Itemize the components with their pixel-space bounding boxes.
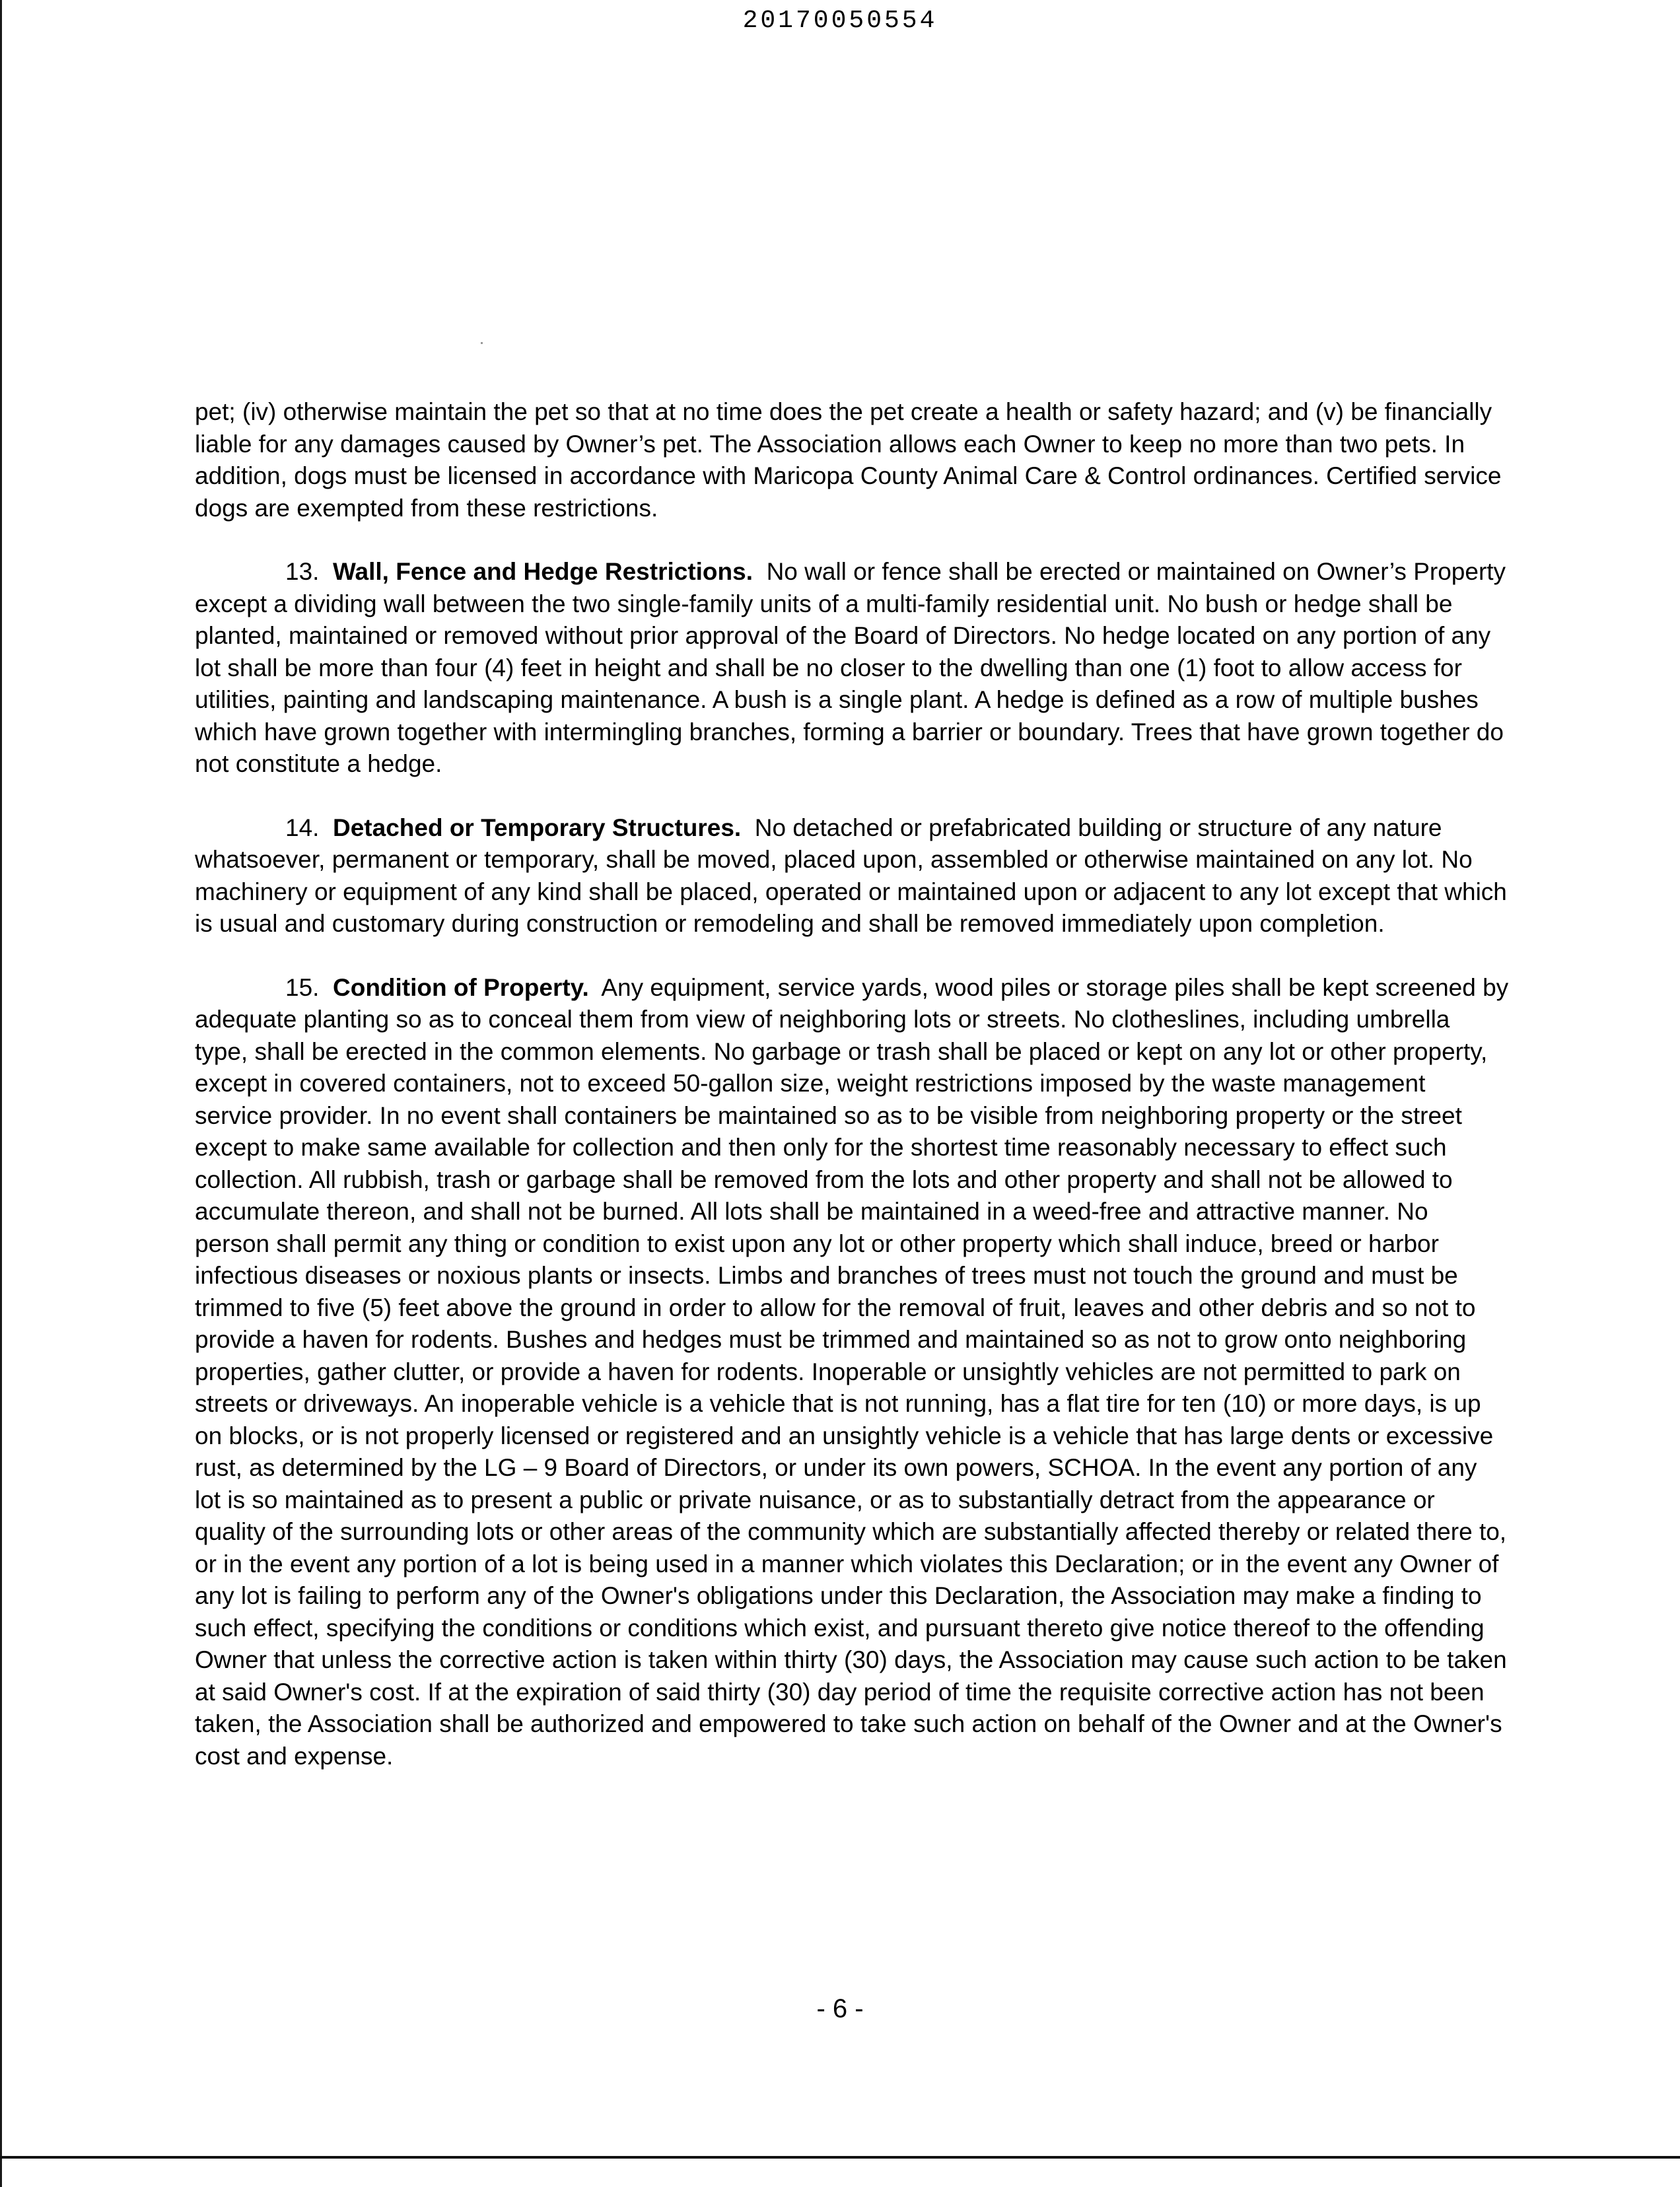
paragraph-15-number: 15.	[285, 973, 320, 1001]
paragraph-14-number: 14.	[285, 814, 320, 841]
paragraph-13-text: No wall or fence shall be erected or maintained on Owner’s Property except a dividing wall between the two single-family units of a multi-family residential unit. No bush or hedge shall be planted, maintained or removed without prior approval of the Board of Directors. No hedge located on any portion of any lot shall be more than four (4) feet in height and shall be no closer to the dwelling than one (1) foot to allow access for utilities, painting and landscaping maintenance. A bush is a single plant. A hedge is defined as a row of multiple bushes which have grown together with intermingling branches, forming a barrier or boundary. Trees that have grown together do not constitute a hedge.	[195, 558, 1506, 777]
scan-artifact	[481, 342, 483, 344]
paragraph-14	[195, 812, 1509, 940]
paragraph-13	[195, 556, 1509, 781]
paragraph-14-text: No detached or prefabricated building or structure of any nature whatsoever, permanent or temporary, shall be moved, placed upon, assembled or otherwise maintained on any lot. No machinery or equipment of any kind shall be placed, operated or maintained upon or adjacent to any lot except that which is usual and customary during construction or remodeling and shall be removed immediately upon completion.	[195, 814, 1507, 937]
paragraph-15-heading: Condition of Property.	[333, 973, 589, 1001]
left-margin-rule	[0, 0, 2, 2187]
paragraph-13-number: 13.	[285, 558, 320, 585]
paragraph-15	[195, 972, 1509, 1773]
body-text	[195, 396, 1509, 1804]
recording-number: 20170050554	[742, 7, 938, 35]
paragraph-13-heading: Wall, Fence and Hedge Restrictions.	[333, 558, 753, 585]
page-number: - 6 -	[816, 1994, 864, 2023]
paragraph-14-heading: Detached or Temporary Structures.	[333, 814, 742, 841]
bottom-rule	[0, 2156, 1680, 2159]
paragraph-12-continued: pet; (iv) otherwise maintain the pet so that at no time does the pet create a health or safety hazard; and (v) be financially liable for any damages caused by Owner’s pet. The Association allows each Owner to keep no more than two pets. In addition, dogs must be licensed in accordance with Maricopa County Animal Care & Control ordinances. Certified service dogs are exempted from these restrictions.	[195, 398, 1502, 522]
paragraph-15-text: Any equipment, service yards, wood piles or storage piles shall be kept screened by adequate planting so as to conceal them from view of neighboring lots or streets. No clotheslines, including umbrella type, shall be erected in the common elements. No garbage or trash shall be placed or kept on any lot or other property, except in covered containers, not to exceed 50-gallon size, weight restrictions imposed by the waste management service provider. In no event shall containers be maintained so as to be visible from neighboring property or the street except to make same available for collection and then only for the shortest time reasonably necessary to effect such collection. All rubbish, trash or garbage shall be removed from the lots and other property and shall not be allowed to accumulate thereon, and shall not be burned. All lots shall be maintained in a weed-free and attractive manner. No person shall permit any thing or condition to exist upon any lot or other property which shall induce, breed or harbor infectious diseases or noxious plants or insects. Limbs and branches of trees must not touch the ground and must be trimmed to five (5) feet above the ground in order to allow for the removal of fruit, leaves and other debris and so not to provide a haven for rodents. Bushes and hedges must be trimmed and maintained so as not to grow onto neighboring properties, gather clutter, or provide a haven for rodents. Inoperable or unsightly vehicles are not permitted to park on streets or driveways. An inoperable vehicle is a vehicle that is not running, has a flat tire for ten (10) or more days, is up on blocks, or is not properly licensed or registered and an unsightly vehicle is a vehicle that has large dents or excessive rust, as determined by the LG – 9 Board of Directors, or under its own powers, SCHOA. In the event any portion of any lot is so maintained as to present a public or private nuisance, or as to substantially detract from the appearance or quality of the surrounding lots or other areas of the community which are substantially affected thereby or related there to, or in the event any portion of a lot is being used in a manner which violates this Declaration; or in the event any Owner of any lot is failing to perform any of the Owner's obligations under this Declaration, the Association may make a finding to such effect, specifying the conditions or conditions which exist, and pursuant thereto give notice thereof to the offending Owner that unless the corrective action is taken within thirty (30) days, the Association may cause such action to be taken at said Owner's cost. If at the expiration of said thirty (30) day period of time the requisite corrective action has not been taken, the Association shall be authorized and empowered to take such action on behalf of the Owner and at the Owner's cost and expense.	[195, 973, 1509, 1770]
